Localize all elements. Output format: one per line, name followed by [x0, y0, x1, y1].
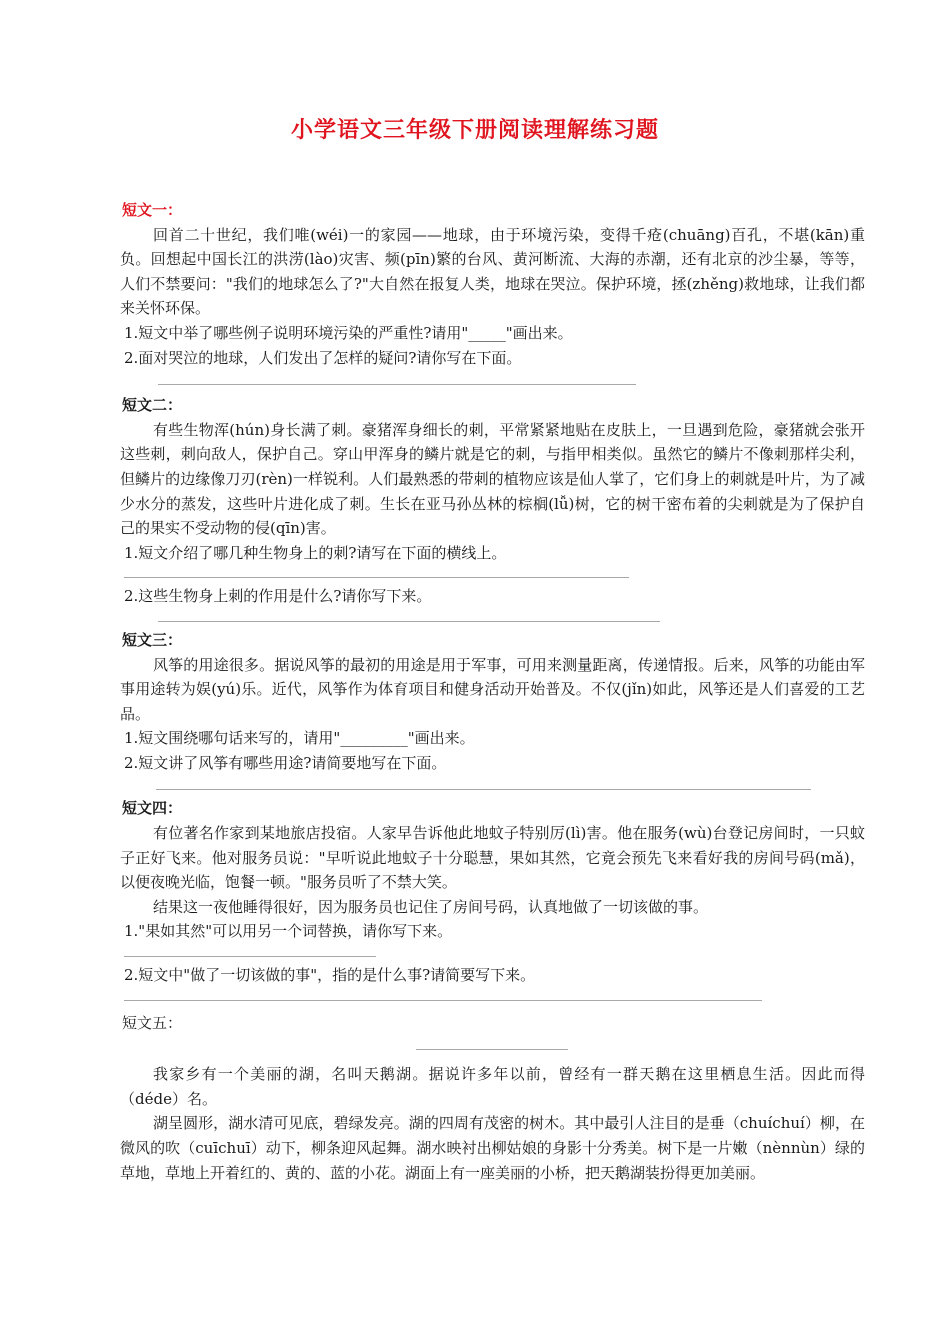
passage-heading: 短文四： [122, 799, 183, 818]
page-title: 小学语文三年级下册阅读理解练习题 [290, 117, 659, 143]
question: 2.短文讲了风筝有哪些用途?请简要地写在下面。 [124, 753, 447, 772]
answer-line [124, 956, 376, 957]
title-blank-line [416, 1049, 568, 1050]
passage-4 [120, 796, 865, 1000]
passage-paragraph: 风筝的用途很多。据说风筝的最初的用途是用于军事，可用来测量距离，传递情报。后来，风筝的功能由军事用途转为娱(yú)乐。近代，风筝作为体育项目和健身活动开始普及。不仅(jǐn)如此，风筝还是人们喜爱的工艺品。 [120, 655, 865, 723]
question: 1.短文中举了哪些例子说明环境污染的严重性?请用"_____"画出来。 [124, 323, 573, 342]
passage-paragraph: 有些生物浑(hún)身长满了刺。豪猪浑身细长的刺，平常紧紧地贴在皮肤上，一旦遇到危险，豪猪就会张开这些刺，刺向敌人，保护自己。穿山甲浑身的鳞片就是它的刺，与指甲相类似。虽然它的鳞片不像刺那样尖利，但鳞片的边缘像刀刃(rèn)一样锐利。人们最熟悉的带刺的植物应该是仙人掌了，它们身上的刺就是叶片，为了减少水分的蒸发，这些叶片进化成了刺。生长在亚马孙丛林的棕榈(lǚ)树，它的树干密布着的尖刺就是为了保护自己的果实不受动物的侵(qīn)害。 [120, 420, 865, 538]
question: 2.面对哭泣的地球，人们发出了怎样的疑问?请你写在下面。 [124, 348, 522, 367]
question: 1."果如其然"可以用另一个词替换，请你写下来。 [124, 922, 453, 941]
answer-line [124, 1000, 762, 1001]
question: 2.这些生物身上刺的作用是什么?请你写下来。 [124, 587, 432, 606]
question: 1.短文围绕哪句话来写的，请用"_________"画出来。 [124, 729, 475, 748]
answer-line [124, 577, 629, 578]
passage-paragraph: 我家乡有一个美丽的湖，名叫天鹅湖。据说许多年以前，曾经有一群天鹅在这里栖息生活。因此而得（déde）名。 [120, 1065, 865, 1108]
answer-line [158, 621, 660, 622]
document-body [120, 198, 865, 1185]
question: 2.短文中"做了一切该做的事"，指的是什么事?请简要写下来。 [124, 966, 536, 985]
passage-paragraph: 湖呈圆形，湖水清可见底，碧绿发亮。湖的四周有茂密的树木。其中最引人注目的是垂（chuíchuí）柳，在微风的吹（cuīchuī）动下，柳条迎风起舞。湖水映衬出柳姑娘的身影十分秀美。树下是一片嫩（nènnùn）绿的草地，草地上开着红的、黄的、蓝的小花。湖面上有一座美丽的小桥，把天鹅湖装扮得更加美丽。 [120, 1114, 865, 1182]
passage-heading: 短文一： [122, 201, 183, 219]
passage-paragraph: 回首二十世纪，我们唯(wéi)一的家园——地球，由于环境污染，变得千疮(chuāng)百孔，不堪(kān)重负。回想起中国长江的洪涝(lào)灾害、频(pīn)繁的台风、黄河断流、大海的赤潮，还有北京的沙尘暴，等等，人们不禁要问："我们的地球怎么了?"大自然在报复人类，地球在哭泣。保护环境，拯(zhěng)救地球，让我们都来关怀环保。 [120, 225, 865, 318]
passage-2 [120, 393, 865, 622]
passage-3 [120, 628, 865, 791]
passage-heading: 短文五： [122, 1013, 183, 1032]
passage-paragraph: 结果这一夜他睡得很好，因为服务员也记住了房间号码，认真地做了一切该做的事。 [153, 897, 709, 916]
passage-heading: 短文二： [122, 396, 183, 415]
passage-heading: 短文三： [122, 630, 183, 649]
answer-line [158, 384, 636, 385]
passage-paragraph: 有位著名作家到某地旅店投宿。人家早告诉他此地蚊子特别厉(lì)害。他在服务(wù)台登记房间时，一只蚊子正好飞来。他对服务员说："早听说此地蚊子十分聪慧，果如其然，它竟会预先飞来看好我的房间号码(mǎ)，以便夜晚光临，饱餐一顿。"服务员听了不禁大笑。 [120, 824, 865, 892]
answer-line [156, 789, 811, 790]
question: 1.短文介绍了哪几种生物身上的刺?请写在下面的横线上。 [124, 543, 507, 562]
passage-5 [120, 1011, 865, 1186]
passage-1 [120, 198, 865, 385]
